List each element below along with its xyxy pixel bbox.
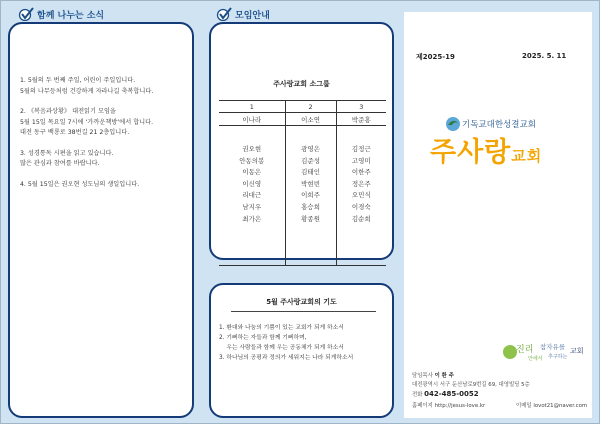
news-item: 4. 5월 15일은 권오현 성도님의 생일입니다. (20, 180, 140, 188)
meeting-panel (209, 22, 394, 260)
issue-date: 2025. 5. 11 (522, 52, 567, 60)
prayer-item: 1. 환대와 나눔의 기쁨이 있는 교회가 되게 하소서 (219, 325, 344, 331)
group-table-title: 주사랑교회 소그룹 (273, 80, 330, 88)
group-members-2: 광영은 김준성 김태인 박현빈 이희주 홍승희 황종원 (285, 126, 336, 266)
email-line: 이메일 lovot21@naver.com (516, 403, 588, 409)
motto-text-1: 진리 (516, 345, 534, 355)
motto-text-4: 추구하는 (548, 354, 568, 360)
prayer-item: 2. 기뻐하는 자들과 함께 기뻐하며, 우는 사람들과 함께 우는 공동체가 되게 하소서 (219, 335, 344, 351)
news-panel (8, 22, 194, 418)
table-header-row (219, 101, 386, 113)
prayer-panel (209, 283, 394, 418)
small-group-table (219, 100, 386, 266)
motto-text-3: 참자유를 (540, 343, 566, 351)
phone-line: 전화 042-485-0052 (412, 390, 479, 398)
news-title-text: 함께 나누는 소식 (37, 10, 105, 21)
divider (231, 311, 376, 312)
checkmark-icon (18, 7, 34, 21)
denomination: 기독교대한성결교회 (462, 120, 536, 130)
news-item: 1. 5월의 두 번째 주일, 어린이 주일입니다. 5월의 나무등처럼 건강하게 자라나길 축복합니다. (20, 77, 154, 95)
group-leader: 이소연 (285, 113, 336, 126)
group-members-3: 김정근 고영미 이한주 정은주 오민식 이경숙 김순희 (336, 126, 386, 266)
group-members-1: 권오현 안동의봉 이동은 이신영 리대근 남지우 최가은 (219, 126, 285, 266)
news-item: 3. 성경통독 시편을 읽고 있습니다. 많은 관심과 참여를 바랍니다. (20, 149, 114, 167)
email-link[interactable]: lovot21@naver.com (533, 403, 588, 409)
motto-text-2: 안에서 (528, 356, 543, 362)
news-section-title (18, 5, 104, 23)
table-header: 2 (285, 101, 336, 113)
meeting-title-text: 모임안내 (235, 10, 270, 21)
motto-leaf-icon (503, 345, 517, 359)
news-item: 2. 《복음과상황》 대전읽기 모임을 5월 15일 목요일 7시에 ‘가까운책방’에서 합니다. 대전 동구 백룡로 38번길 21 2층입니다. (20, 108, 154, 136)
address: 대전광역시 서구 둔산남로9번길 69, 대영빌딩 5층 (412, 382, 530, 388)
checkmark-icon (216, 7, 232, 21)
cover-panel (404, 12, 592, 418)
issue-number: 제2025-19 (416, 53, 455, 61)
homepage-link[interactable]: http://jesus-love.kr (434, 403, 486, 409)
table-header: 1 (219, 101, 285, 113)
meeting-section-title (216, 5, 270, 23)
prayer-list (219, 323, 391, 363)
prayer-item: 3. 하나님의 공평과 정의가 세워지는 나라 되게하소서 (219, 355, 354, 361)
group-leader: 박준홍 (336, 113, 386, 126)
news-list (20, 76, 190, 200)
pastor-line: 담임목사 이 환 주 (412, 373, 454, 379)
table-row (219, 113, 386, 126)
motto-emblem (502, 338, 590, 368)
motto-text-5: 교회 (570, 347, 584, 355)
church-name: 주사랑교회 (430, 137, 543, 168)
table-header: 3 (336, 101, 386, 113)
web-line: 홈페이지 http://jesus-love.kr (412, 403, 486, 409)
table-row (219, 126, 386, 266)
prayer-title: 5월 주사랑교회의 기도 (266, 298, 337, 306)
group-leader: 이나라 (219, 113, 285, 126)
